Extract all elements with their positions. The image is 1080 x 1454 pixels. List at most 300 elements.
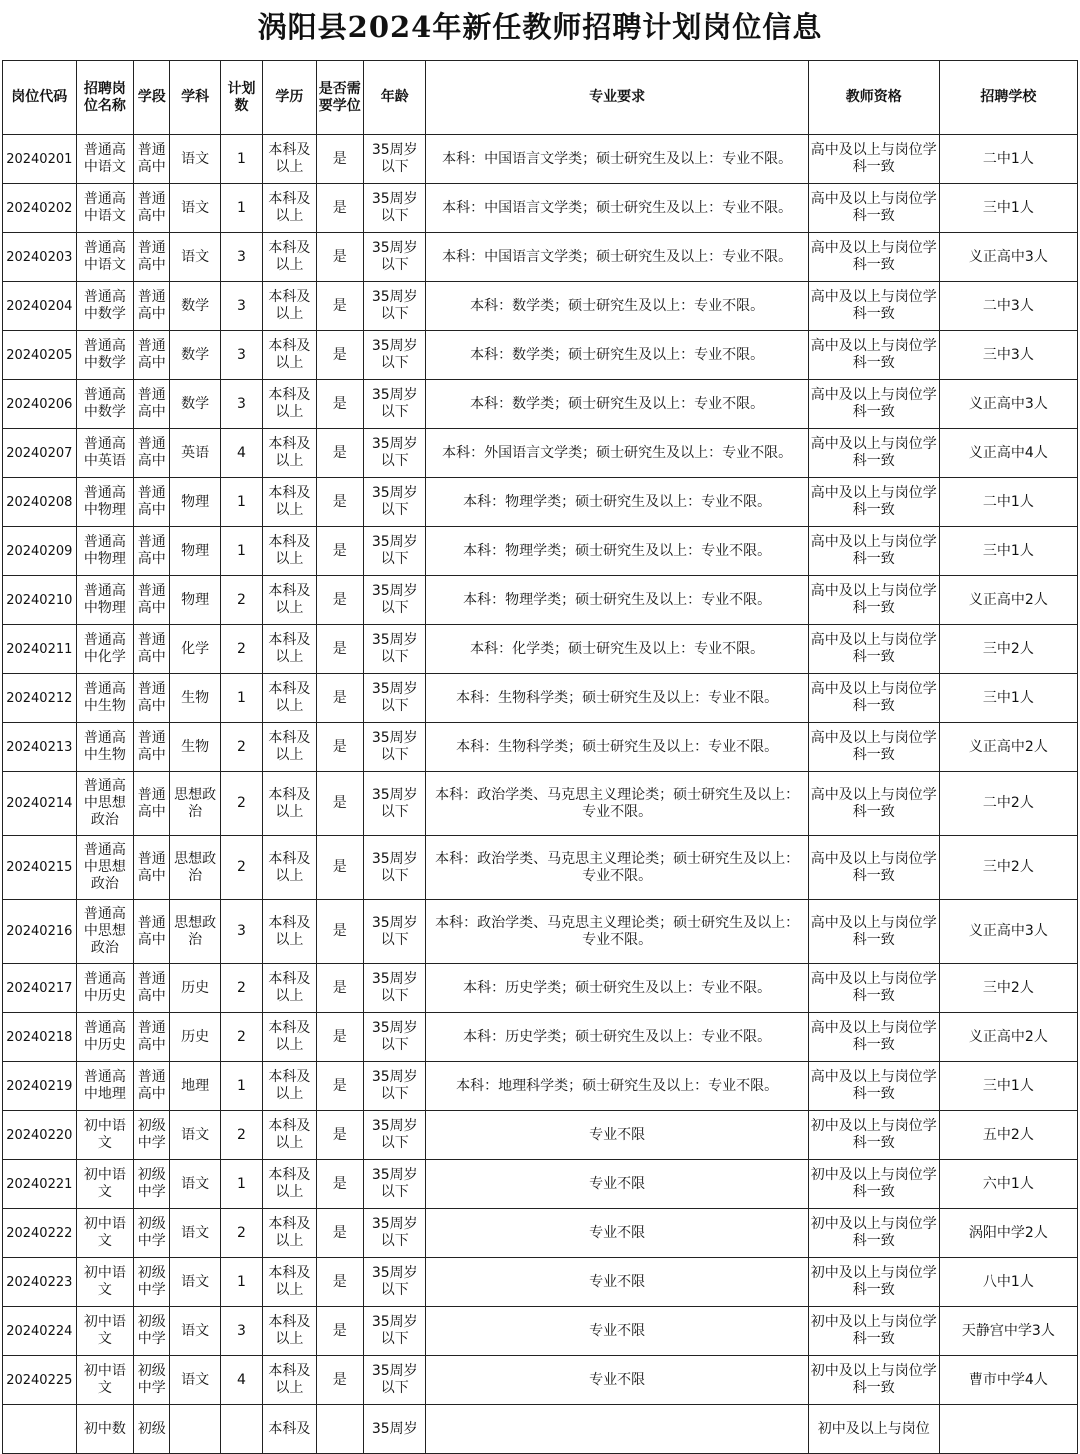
cell-position-code: 20240225 (3, 1356, 77, 1405)
header-subject: 学科 (170, 61, 220, 135)
header-education: 学历 (263, 61, 316, 135)
cell-school-level: 初级中学 (134, 1356, 170, 1405)
cell-school-level: 普通高中 (134, 184, 170, 233)
cell-plan-count: 2 (220, 772, 262, 836)
cell-education: 本科及以上 (263, 1258, 316, 1307)
cell-degree-required: 是 (316, 429, 363, 478)
cell-degree-required: 是 (316, 1209, 363, 1258)
cell-degree-required: 是 (316, 331, 363, 380)
cell-plan-count: 1 (220, 184, 262, 233)
cell-major-requirement: 专业不限 (426, 1209, 808, 1258)
cell-age: 35周岁以下 (363, 674, 426, 723)
cell-teacher-qualification: 高中及以上与岗位学科一致 (808, 1062, 939, 1111)
cell-subject: 语文 (170, 233, 220, 282)
cell-subject: 语文 (170, 1307, 220, 1356)
cell-education: 本科及以上 (263, 1111, 316, 1160)
cell-age: 35周岁以下 (363, 380, 426, 429)
cell-recruiting-school: 二中3人 (939, 282, 1077, 331)
cell-position-name: 普通高中数学 (76, 331, 133, 380)
table-row (3, 900, 1078, 964)
cell-plan-count: 1 (220, 135, 262, 184)
cell-age: 35周岁以下 (363, 576, 426, 625)
cell-subject: 数学 (170, 380, 220, 429)
cell-age: 35周岁以下 (363, 1013, 426, 1062)
cell-major-requirement: 本科：数学类；硕士研究生及以上：专业不限。 (426, 331, 808, 380)
cell-position-name: 普通高中历史 (76, 1013, 133, 1062)
cell-position-code: 20240212 (3, 674, 77, 723)
cell-education: 本科及以上 (263, 1209, 316, 1258)
table-row (3, 233, 1078, 282)
cell-position-code: 20240220 (3, 1111, 77, 1160)
cell-age: 35周岁以下 (363, 478, 426, 527)
cell-recruiting-school: 义正高中3人 (939, 900, 1077, 964)
cell-subject: 语文 (170, 1209, 220, 1258)
cell-major-requirement: 本科：生物科学类；硕士研究生及以上：专业不限。 (426, 723, 808, 772)
cell-recruiting-school: 义正高中2人 (939, 723, 1077, 772)
cell-age: 35周岁以下 (363, 625, 426, 674)
header-plan-count: 计划数 (220, 61, 262, 135)
cell-plan-count: 3 (220, 380, 262, 429)
cell-subject: 数学 (170, 331, 220, 380)
table-row (3, 576, 1078, 625)
cell-school-level: 普通高中 (134, 1062, 170, 1111)
header-position-name: 招聘岗位名称 (76, 61, 133, 135)
cell-education: 本科及以上 (263, 1356, 316, 1405)
cell-degree-required: 是 (316, 772, 363, 836)
cell-degree-required: 是 (316, 1307, 363, 1356)
cell-subject: 英语 (170, 429, 220, 478)
cell-school-level: 初级中学 (134, 1307, 170, 1356)
cell-education: 本科及以上 (263, 723, 316, 772)
cell-plan-count (220, 1405, 262, 1454)
cell-recruiting-school: 三中2人 (939, 964, 1077, 1013)
header-position-code: 岗位代码 (3, 61, 77, 135)
cell-teacher-qualification: 高中及以上与岗位学科一致 (808, 527, 939, 576)
cell-plan-count: 1 (220, 478, 262, 527)
cell-school-level: 普通高中 (134, 772, 170, 836)
cell-school-level: 普通高中 (134, 429, 170, 478)
cell-age: 35周岁以下 (363, 135, 426, 184)
cell-school-level: 普通高中 (134, 576, 170, 625)
cell-age: 35周岁以下 (363, 233, 426, 282)
cell-position-code: 20240215 (3, 836, 77, 900)
table-row (3, 772, 1078, 836)
cell-school-level: 普通高中 (134, 233, 170, 282)
table-body (3, 135, 1078, 1454)
cell-major-requirement: 本科：历史学类；硕士研究生及以上：专业不限。 (426, 964, 808, 1013)
cell-school-level: 初级 (134, 1405, 170, 1454)
cell-subject: 历史 (170, 964, 220, 1013)
table-row (3, 836, 1078, 900)
cell-education: 本科及以上 (263, 331, 316, 380)
cell-position-name: 初中语文 (76, 1209, 133, 1258)
cell-degree-required: 是 (316, 1160, 363, 1209)
cell-degree-required: 是 (316, 1062, 363, 1111)
cell-degree-required: 是 (316, 723, 363, 772)
cell-major-requirement: 本科：化学类；硕士研究生及以上：专业不限。 (426, 625, 808, 674)
cell-education: 本科及以上 (263, 527, 316, 576)
cell-plan-count: 2 (220, 723, 262, 772)
cell-school-level: 初级中学 (134, 1160, 170, 1209)
cell-position-name: 普通高中思想政治 (76, 772, 133, 836)
cell-education: 本科及以上 (263, 429, 316, 478)
cell-recruiting-school: 二中1人 (939, 135, 1077, 184)
cell-position-name: 普通高中思想政治 (76, 836, 133, 900)
table-row (3, 527, 1078, 576)
cell-school-level: 普通高中 (134, 625, 170, 674)
cell-age: 35周岁以下 (363, 1307, 426, 1356)
cell-school-level: 普通高中 (134, 380, 170, 429)
cell-education: 本科及以上 (263, 135, 316, 184)
cell-position-name: 初中语文 (76, 1356, 133, 1405)
cell-degree-required: 是 (316, 576, 363, 625)
cell-recruiting-school: 涡阳中学2人 (939, 1209, 1077, 1258)
cell-recruiting-school: 三中2人 (939, 625, 1077, 674)
header-degree-required: 是否需要学位 (316, 61, 363, 135)
cell-teacher-qualification: 高中及以上与岗位学科一致 (808, 964, 939, 1013)
cell-degree-required: 是 (316, 184, 363, 233)
cell-subject: 化学 (170, 625, 220, 674)
cell-education: 本科及以上 (263, 1160, 316, 1209)
cell-degree-required: 是 (316, 625, 363, 674)
cell-degree-required: 是 (316, 1013, 363, 1062)
cell-school-level: 普通高中 (134, 1013, 170, 1062)
table-row (3, 331, 1078, 380)
cell-position-name: 普通高中物理 (76, 527, 133, 576)
cell-teacher-qualification: 初中及以上与岗位学科一致 (808, 1209, 939, 1258)
cell-recruiting-school: 三中1人 (939, 184, 1077, 233)
cell-major-requirement: 本科：地理科学类；硕士研究生及以上：专业不限。 (426, 1062, 808, 1111)
cell-recruiting-school: 二中1人 (939, 478, 1077, 527)
cell-teacher-qualification: 高中及以上与岗位学科一致 (808, 1013, 939, 1062)
cell-education: 本科及以上 (263, 1013, 316, 1062)
recruitment-table (2, 60, 1078, 1454)
table-header (3, 61, 1078, 135)
cell-subject: 生物 (170, 723, 220, 772)
cell-position-name: 初中语文 (76, 1160, 133, 1209)
cell-age: 35周岁以下 (363, 282, 426, 331)
cell-position-code: 20240223 (3, 1258, 77, 1307)
cell-subject: 思想政治 (170, 772, 220, 836)
table-row (3, 1111, 1078, 1160)
header-school-level: 学段 (134, 61, 170, 135)
cell-education: 本科及以上 (263, 625, 316, 674)
cell-degree-required: 是 (316, 1258, 363, 1307)
cell-recruiting-school: 义正高中2人 (939, 576, 1077, 625)
cell-position-code: 20240202 (3, 184, 77, 233)
cell-plan-count: 2 (220, 1013, 262, 1062)
cell-teacher-qualification: 高中及以上与岗位学科一致 (808, 900, 939, 964)
cell-major-requirement: 本科：物理学类；硕士研究生及以上：专业不限。 (426, 576, 808, 625)
cell-recruiting-school: 曹市中学4人 (939, 1356, 1077, 1405)
table-row (3, 135, 1078, 184)
cell-position-code: 20240210 (3, 576, 77, 625)
cell-plan-count: 2 (220, 836, 262, 900)
cell-degree-required: 是 (316, 282, 363, 331)
cell-major-requirement: 本科：中国语言文学类；硕士研究生及以上：专业不限。 (426, 184, 808, 233)
cell-position-name: 普通高中化学 (76, 625, 133, 674)
cell-teacher-qualification: 高中及以上与岗位学科一致 (808, 723, 939, 772)
cell-position-name: 普通高中地理 (76, 1062, 133, 1111)
cell-teacher-qualification: 初中及以上与岗位学科一致 (808, 1111, 939, 1160)
cell-teacher-qualification: 初中及以上与岗位学科一致 (808, 1258, 939, 1307)
cell-teacher-qualification: 初中及以上与岗位学科一致 (808, 1356, 939, 1405)
cell-major-requirement: 本科：物理学类；硕士研究生及以上：专业不限。 (426, 478, 808, 527)
cell-education: 本科及以上 (263, 478, 316, 527)
cell-school-level: 普通高中 (134, 331, 170, 380)
cell-position-code: 20240207 (3, 429, 77, 478)
cell-school-level: 普通高中 (134, 723, 170, 772)
cell-age: 35周岁以下 (363, 723, 426, 772)
cell-school-level: 初级中学 (134, 1209, 170, 1258)
cell-major-requirement: 本科：数学类；硕士研究生及以上：专业不限。 (426, 282, 808, 331)
cell-age: 35周岁以下 (363, 1062, 426, 1111)
cell-school-level: 普通高中 (134, 478, 170, 527)
cell-position-code: 20240209 (3, 527, 77, 576)
cell-recruiting-school: 三中2人 (939, 836, 1077, 900)
cell-plan-count: 1 (220, 1062, 262, 1111)
table-row (3, 723, 1078, 772)
cell-teacher-qualification: 高中及以上与岗位学科一致 (808, 429, 939, 478)
cell-age: 35周岁以下 (363, 900, 426, 964)
cell-subject: 生物 (170, 674, 220, 723)
cell-subject: 语文 (170, 1258, 220, 1307)
table-row (3, 282, 1078, 331)
cell-degree-required: 是 (316, 380, 363, 429)
cell-education: 本科及 (263, 1405, 316, 1454)
cell-age: 35周岁以下 (363, 964, 426, 1013)
cell-teacher-qualification: 高中及以上与岗位学科一致 (808, 625, 939, 674)
cell-position-code: 20240204 (3, 282, 77, 331)
cell-major-requirement: 本科：中国语言文学类；硕士研究生及以上：专业不限。 (426, 233, 808, 282)
cell-position-code: 20240221 (3, 1160, 77, 1209)
cell-education: 本科及以上 (263, 964, 316, 1013)
cell-position-code: 20240222 (3, 1209, 77, 1258)
cell-major-requirement: 专业不限 (426, 1356, 808, 1405)
cell-teacher-qualification: 高中及以上与岗位学科一致 (808, 233, 939, 282)
cell-education: 本科及以上 (263, 282, 316, 331)
cell-education: 本科及以上 (263, 233, 316, 282)
header-age: 年龄 (363, 61, 426, 135)
cell-school-level: 初级中学 (134, 1258, 170, 1307)
cell-subject: 物理 (170, 576, 220, 625)
cell-teacher-qualification: 高中及以上与岗位学科一致 (808, 135, 939, 184)
cell-degree-required: 是 (316, 135, 363, 184)
table-row (3, 964, 1078, 1013)
cell-age: 35周岁以下 (363, 1356, 426, 1405)
cell-recruiting-school: 八中1人 (939, 1258, 1077, 1307)
cell-position-name: 普通高中生物 (76, 674, 133, 723)
cell-plan-count: 1 (220, 1160, 262, 1209)
header-major-requirement: 专业要求 (426, 61, 808, 135)
table-row (3, 1160, 1078, 1209)
cell-teacher-qualification: 高中及以上与岗位学科一致 (808, 478, 939, 527)
cell-subject (170, 1405, 220, 1454)
cell-degree-required: 是 (316, 900, 363, 964)
cell-education: 本科及以上 (263, 1062, 316, 1111)
cell-major-requirement: 本科：数学类；硕士研究生及以上：专业不限。 (426, 380, 808, 429)
cell-degree-required: 是 (316, 1111, 363, 1160)
table-row (3, 184, 1078, 233)
cell-position-code: 20240219 (3, 1062, 77, 1111)
cell-plan-count: 2 (220, 625, 262, 674)
cell-position-name: 普通高中历史 (76, 964, 133, 1013)
cell-plan-count: 1 (220, 674, 262, 723)
cell-position-code: 20240217 (3, 964, 77, 1013)
cell-plan-count: 1 (220, 527, 262, 576)
table-row (3, 1356, 1078, 1405)
cell-teacher-qualification: 高中及以上与岗位学科一致 (808, 380, 939, 429)
cell-degree-required: 是 (316, 233, 363, 282)
cell-recruiting-school (939, 1405, 1077, 1454)
cell-major-requirement: 专业不限 (426, 1307, 808, 1356)
cell-position-name: 普通高中英语 (76, 429, 133, 478)
table-row (3, 1258, 1078, 1307)
cell-age: 35周岁以下 (363, 772, 426, 836)
cell-position-name: 普通高中数学 (76, 380, 133, 429)
cell-teacher-qualification: 高中及以上与岗位学科一致 (808, 331, 939, 380)
cell-major-requirement: 本科：历史学类；硕士研究生及以上：专业不限。 (426, 1013, 808, 1062)
table-row (3, 1062, 1078, 1111)
cell-age: 35周岁以下 (363, 1111, 426, 1160)
cell-degree-required: 是 (316, 836, 363, 900)
cell-plan-count: 3 (220, 331, 262, 380)
cell-major-requirement (426, 1405, 808, 1454)
cell-school-level: 初级中学 (134, 1111, 170, 1160)
cell-age: 35周岁以下 (363, 527, 426, 576)
cell-school-level: 普通高中 (134, 282, 170, 331)
cell-position-name: 初中语文 (76, 1258, 133, 1307)
cell-plan-count: 2 (220, 1209, 262, 1258)
cell-recruiting-school: 义正高中3人 (939, 380, 1077, 429)
table-row (3, 625, 1078, 674)
cell-school-level: 普通高中 (134, 527, 170, 576)
cell-position-name: 普通高中语文 (76, 135, 133, 184)
cell-position-name: 普通高中思想政治 (76, 900, 133, 964)
cell-recruiting-school: 义正高中4人 (939, 429, 1077, 478)
cell-position-name: 普通高中语文 (76, 184, 133, 233)
cell-recruiting-school: 五中2人 (939, 1111, 1077, 1160)
cell-position-code: 20240205 (3, 331, 77, 380)
header-teacher-qualification: 教师资格 (808, 61, 939, 135)
cell-major-requirement: 本科：政治学类、马克思主义理论类；硕士研究生及以上：专业不限。 (426, 772, 808, 836)
cell-recruiting-school: 天静宫中学3人 (939, 1307, 1077, 1356)
cell-recruiting-school: 三中1人 (939, 527, 1077, 576)
table-row (3, 478, 1078, 527)
table-row (3, 380, 1078, 429)
cell-age: 35周岁以下 (363, 1209, 426, 1258)
cell-education: 本科及以上 (263, 772, 316, 836)
cell-major-requirement: 专业不限 (426, 1160, 808, 1209)
table-row (3, 1405, 1078, 1454)
cell-subject: 语文 (170, 1160, 220, 1209)
cell-major-requirement: 本科：生物科学类；硕士研究生及以上：专业不限。 (426, 674, 808, 723)
cell-recruiting-school: 义正高中2人 (939, 1013, 1077, 1062)
cell-teacher-qualification: 高中及以上与岗位学科一致 (808, 836, 939, 900)
cell-position-code (3, 1405, 77, 1454)
cell-age: 35周岁以下 (363, 1160, 426, 1209)
header-recruiting-school: 招聘学校 (939, 61, 1077, 135)
cell-subject: 语文 (170, 184, 220, 233)
cell-position-code: 20240208 (3, 478, 77, 527)
cell-school-level: 普通高中 (134, 674, 170, 723)
cell-position-name: 普通高中物理 (76, 576, 133, 625)
cell-recruiting-school: 三中3人 (939, 331, 1077, 380)
cell-degree-required: 是 (316, 478, 363, 527)
cell-position-code: 20240206 (3, 380, 77, 429)
cell-recruiting-school: 三中1人 (939, 1062, 1077, 1111)
cell-subject: 语文 (170, 1356, 220, 1405)
cell-teacher-qualification: 高中及以上与岗位学科一致 (808, 184, 939, 233)
table-row (3, 1307, 1078, 1356)
cell-position-name: 初中语文 (76, 1111, 133, 1160)
cell-degree-required: 是 (316, 964, 363, 1013)
cell-education: 本科及以上 (263, 576, 316, 625)
cell-education: 本科及以上 (263, 184, 316, 233)
cell-age: 35周岁以下 (363, 184, 426, 233)
cell-subject: 思想政治 (170, 900, 220, 964)
table-row (3, 1209, 1078, 1258)
cell-major-requirement: 本科：政治学类、马克思主义理论类；硕士研究生及以上：专业不限。 (426, 900, 808, 964)
cell-age: 35周岁以下 (363, 836, 426, 900)
cell-plan-count: 3 (220, 233, 262, 282)
cell-major-requirement: 专业不限 (426, 1258, 808, 1307)
cell-position-code: 20240216 (3, 900, 77, 964)
cell-subject: 思想政治 (170, 836, 220, 900)
cell-school-level: 普通高中 (134, 836, 170, 900)
cell-subject: 物理 (170, 478, 220, 527)
cell-plan-count: 2 (220, 964, 262, 1013)
cell-plan-count: 2 (220, 1111, 262, 1160)
cell-subject: 语文 (170, 1111, 220, 1160)
cell-position-code: 20240214 (3, 772, 77, 836)
cell-degree-required: 是 (316, 1356, 363, 1405)
cell-teacher-qualification: 初中及以上与岗位 (808, 1405, 939, 1454)
cell-plan-count: 3 (220, 1307, 262, 1356)
cell-plan-count: 4 (220, 429, 262, 478)
cell-position-code: 20240224 (3, 1307, 77, 1356)
cell-plan-count: 4 (220, 1356, 262, 1405)
cell-degree-required: 是 (316, 674, 363, 723)
table-row (3, 1013, 1078, 1062)
cell-plan-count: 2 (220, 576, 262, 625)
cell-position-code: 20240211 (3, 625, 77, 674)
table-row (3, 429, 1078, 478)
cell-recruiting-school: 义正高中3人 (939, 233, 1077, 282)
cell-subject: 语文 (170, 135, 220, 184)
cell-education: 本科及以上 (263, 380, 316, 429)
cell-subject: 物理 (170, 527, 220, 576)
cell-position-code: 20240201 (3, 135, 77, 184)
cell-position-name: 普通高中生物 (76, 723, 133, 772)
cell-teacher-qualification: 高中及以上与岗位学科一致 (808, 674, 939, 723)
cell-teacher-qualification: 初中及以上与岗位学科一致 (808, 1160, 939, 1209)
cell-recruiting-school: 六中1人 (939, 1160, 1077, 1209)
cell-education: 本科及以上 (263, 674, 316, 723)
cell-major-requirement: 专业不限 (426, 1111, 808, 1160)
cell-major-requirement: 本科：政治学类、马克思主义理论类；硕士研究生及以上：专业不限。 (426, 836, 808, 900)
cell-plan-count: 1 (220, 1258, 262, 1307)
cell-plan-count: 3 (220, 282, 262, 331)
cell-position-code: 20240203 (3, 233, 77, 282)
cell-teacher-qualification: 高中及以上与岗位学科一致 (808, 772, 939, 836)
cell-position-code: 20240218 (3, 1013, 77, 1062)
cell-subject: 数学 (170, 282, 220, 331)
cell-position-code: 20240213 (3, 723, 77, 772)
cell-teacher-qualification: 高中及以上与岗位学科一致 (808, 576, 939, 625)
cell-degree-required (316, 1405, 363, 1454)
cell-plan-count: 3 (220, 900, 262, 964)
